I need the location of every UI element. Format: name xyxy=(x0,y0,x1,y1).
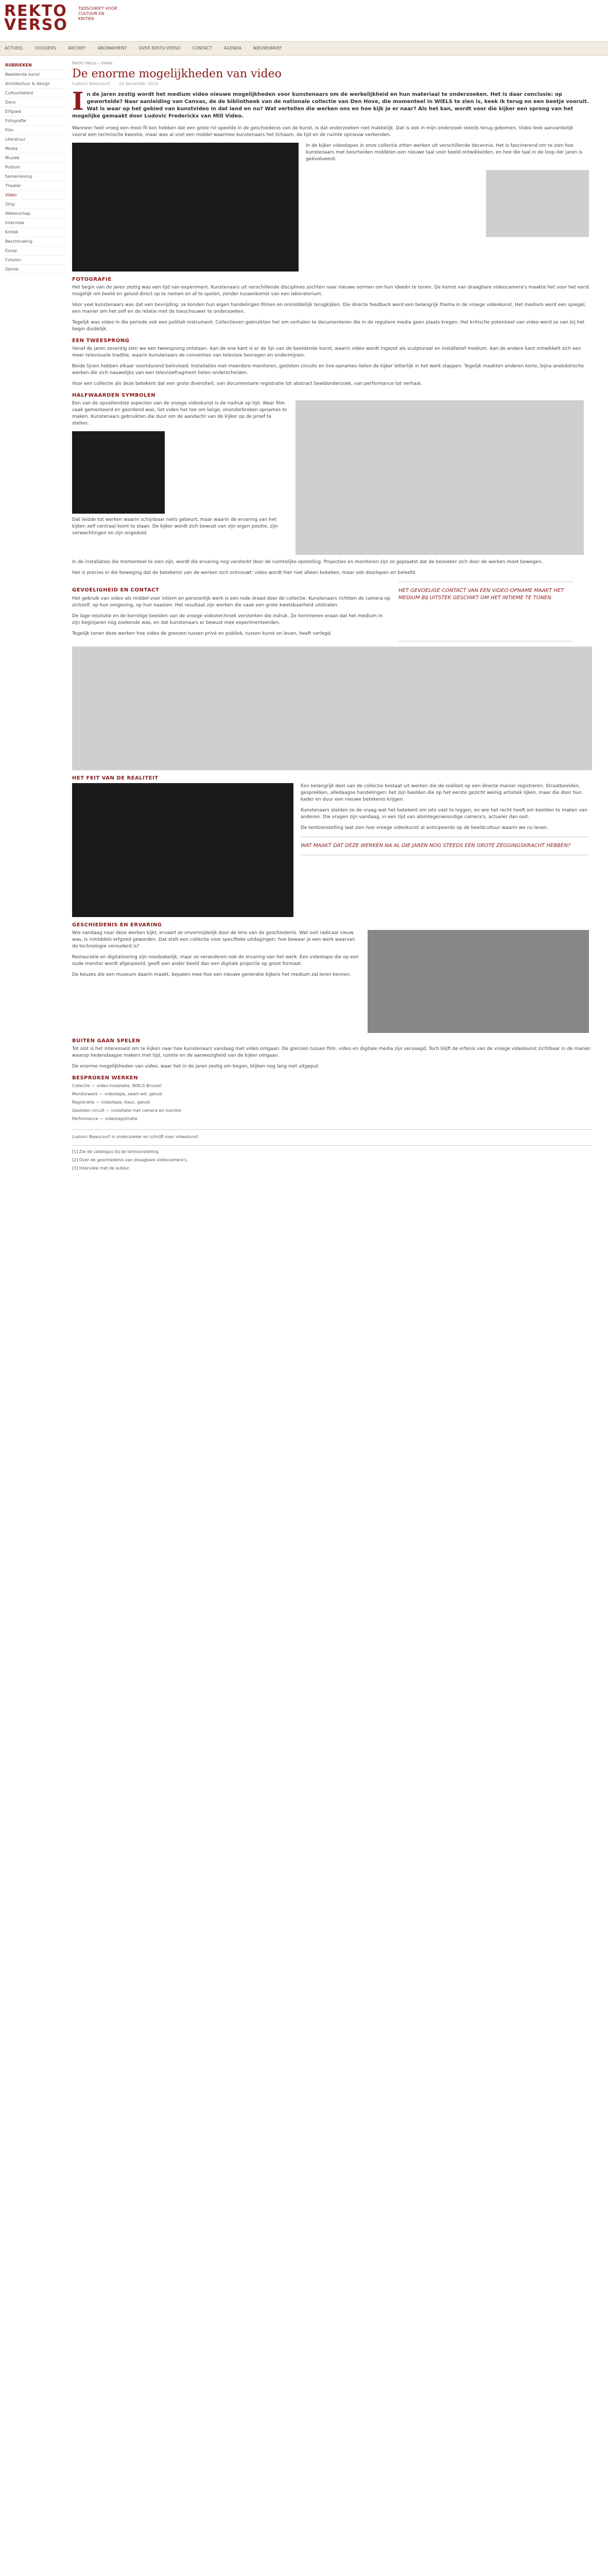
sidebar-item[interactable]: Cultuurbeleid xyxy=(4,89,66,98)
paragraph: Kunstenaars stelden zo de vraag wat het betekent om iets vast te leggen, en wie het recht heeft om beelden te maken van anderen. Die vragen zijn vandaag, in een tijd van alomtegenwoordige camera's, actueler dan ooit. xyxy=(301,808,587,820)
image-row-4 xyxy=(72,930,592,1033)
note-item: Performance — videoregistratie xyxy=(72,1116,137,1121)
projection-image xyxy=(72,431,165,514)
article xyxy=(72,61,592,1174)
sidebar-item[interactable]: Theater xyxy=(4,181,66,191)
paragraph: Voor veel kunstenaars was dat een bevrijding: ze konden hun eigen handelingen filmen en onmiddellijk terugkijken. Die directe feedback werd een belangrijk thema in de vroege videokunst. Het medium werd een spiegel, een manier om het zelf en de relatie met de toeschouwer te onderzoeken. xyxy=(72,302,586,314)
sidebar xyxy=(4,61,66,274)
notes-list xyxy=(72,1083,592,1122)
gallery-image xyxy=(296,400,584,555)
nav-item-contact[interactable]: CONTACT xyxy=(192,46,212,50)
sidebar-item[interactable]: Erfgoed xyxy=(4,107,66,116)
sidebar-item[interactable]: Dans xyxy=(4,98,66,107)
sidebar-item[interactable]: Podium xyxy=(4,163,66,172)
side-text xyxy=(306,143,589,272)
note-item: Gesloten circuit — installatie met camera en monitor xyxy=(72,1108,182,1113)
section-heading: HALFWAARDEN SYMBOLEN xyxy=(72,393,156,398)
sidebar-item[interactable]: Media xyxy=(4,144,66,154)
sidebar-item[interactable]: Interview xyxy=(4,218,66,228)
paragraph: Voor een collectie als deze betekent dat een grote diversiteit: van documentaire registratie tot abstract beeldonderzoek, van performance tot verhaal. xyxy=(72,381,422,386)
paragraph: Tegelijk tonen deze werken hoe video de grenzen tussen privé en publiek, tussen kunst en leven, heeft verlegd. xyxy=(72,631,332,636)
quote-row-1 xyxy=(72,582,592,641)
image-row-3 xyxy=(72,783,592,917)
paragraph: Een van de opvallendste aspecten van de vroege videokunst is de nadruk op tijd. Waar film vaak gemonteerd en geordend was, liet video het toe om lange, ononderbroken opnames te maken. Kunstenaars gebruikten die duur om de aandacht van de kijker op de proef te stellen. xyxy=(72,401,287,426)
sidebar-item[interactable]: Essay xyxy=(4,246,66,256)
video-still-image xyxy=(72,143,299,272)
breadcrumb[interactable]: Rekto:Verso › Video xyxy=(72,61,113,65)
footnotes xyxy=(72,1149,592,1172)
footnote: [2] Over de geschiedenis van draagbare videocamera's. xyxy=(72,1158,188,1162)
section-heading: FOTOGRAFIE xyxy=(72,277,112,282)
divider xyxy=(72,1129,592,1130)
author[interactable]: Ludovic Beaucourt xyxy=(72,81,111,86)
section-1 xyxy=(72,125,587,139)
paragraph: Vanaf de jaren zeventig zien we een tweesprong ontstaan. Aan de ene kant is er de lijn van de beeldende kunst, waarin video wordt ingezet als sculpturaal en installatief medium. Aan de andere kant ontwikkelt zich een meer televisuele traditie, waarin kunstenaars de conventies van televisie bevragen en ondermijnen. xyxy=(72,346,581,358)
footer-credit: Ludovic Beaucourt is onderzoeker en schrijft over videokunst. xyxy=(72,1134,200,1139)
installation-image xyxy=(486,170,589,237)
sidebar-item[interactable]: Kritiek xyxy=(4,228,66,237)
paragraph: Dat leidde tot werken waarin schijnbaar niets gebeurt, maar waarin de ervaring van het kijken zelf centraal komt te staan. De kijker wordt zich bewust van zijn eigen positie, zijn verwachtingen en zijn ongeduld. xyxy=(72,517,278,536)
section-heading: GEVOELIGHEID EN CONTACT xyxy=(72,587,160,593)
section-4b xyxy=(72,559,592,577)
nav-item-actueel[interactable]: ACTUEEL xyxy=(5,46,24,50)
archive-image xyxy=(368,930,589,1033)
image-row-1 xyxy=(72,143,592,272)
footnote: [3] Interview met de auteur. xyxy=(72,1166,130,1171)
paragraph: Restauratie en digitalisering zijn noodzakelijk, maar ze veranderen ook de ervaring van het werk. Een videotape die op een oude monitor wordt afgespeeld, geeft een ander beeld dan een digitale projectie op groot formaat. xyxy=(72,955,359,967)
paragraph: De tentoonstelling laat zien hoe vroege videokunst al anticipeerde op de beeldcultuur waarin we nu leven. xyxy=(301,825,549,831)
site-header xyxy=(0,0,608,41)
logo-line-1: REKTO xyxy=(4,2,67,20)
paragraph: Een belangrijk deel van de collectie bestaat uit werken die de realiteit op een directe manier registreren. Straatbeelden, gesprekken, alledaagse handelingen: het zijn beelden die op het eerste gezicht weinig artistiek lijken, maar die door hun kader en duur een nieuwe betekenis krijgen. xyxy=(301,784,582,802)
sidebar-item[interactable]: Opinie xyxy=(4,265,66,274)
nav-item-abonnement[interactable]: ABONNEMENT xyxy=(97,46,127,50)
paragraph: De enorme mogelijkheden van video, waar het in de jaren zestig om begon, blijken nog lang niet uitgeput. xyxy=(72,1064,320,1069)
notes-heading: BESPROKEN WERKEN xyxy=(72,1075,138,1081)
paragraph: Tegelijk was video in die periode ook een politiek instrument. Collectieven gebruikten het om verhalen te documenteren die in de reguliere media geen plaats kregen. Het kritische potentieel van video werd zo van bij het begin duidelijk. xyxy=(72,320,585,332)
sidebar-item[interactable]: Fotografie xyxy=(4,116,66,126)
section-heading: EEN TWEESPRONG xyxy=(72,338,130,344)
installation-wide-image xyxy=(72,647,592,770)
pull-quote: HET GEVOELIGE CONTACT VAN EEN VIDEO-OPNAME MAAKT HET MEDIUM BIJ UITSTEK GESCHIKT OM HET INTIEME TE TONEN xyxy=(398,582,574,641)
sidebar-item[interactable]: Film xyxy=(4,126,66,135)
article-intro xyxy=(72,87,592,120)
footnote: [1] Zie de catalogus bij de tentoonstelling. xyxy=(72,1149,160,1154)
site-logo[interactable] xyxy=(4,4,68,32)
section-2 xyxy=(72,284,592,333)
paragraph: Tot slot is het interessant om te kijken naar hoe kunstenaars vandaag met video omgaan. De grenzen tussen film, video en digitale media zijn vervaagd. Toch blijft de erfenis van de vroege videokunst zichtbaar in de manier waarop hedendaagse makers met tijd, ruimte en de aanwezigheid van de kijker omgaan. xyxy=(72,1046,591,1058)
byline xyxy=(72,81,592,86)
intro-text: n de jaren zestig wordt het medium video nieuwe mogelijkheden voor kunstenaars om de werkelijkheid en hun materiaal te onderzoeken. Het is daar conclusie: op gewortelde? Naar aanleiding van Canvas, de de bibliotheek van de nationale collectie van Den Hove, die momenteel in WIELS te zien is, keek ik terug en een beetje vooruit. Wat is waar op het gebied van kunstvideo in dat land en nu? Wat vertellen die werken ons en hoe kijk je er naar? Als het kan, wordt voor die kijker een sprong van het mogelijke gemaakt door Ludovic Frederickx van Mill Video. xyxy=(72,92,589,119)
paragraph: Het begin van de jaren zestig was een tijd van experiment. Kunstenaars uit verschillende disciplines zochten naar nieuwe vormen om hun ideeën te tonen. De komst van draagbare videocamera's maakte het voor het eerst mogelijk om beeld en geluid direct op te nemen en af te spelen, zonder tussenkomst van een laboratorium. xyxy=(72,285,589,297)
section-heading: GESCHIEDENIS EN ERVARING xyxy=(72,922,162,928)
section-heading: HET FEIT VAN DE REALITEIT xyxy=(72,775,159,781)
paragraph: Het is precies in die beweging dat de betekenis van de werken zich ontvouwt: video wordt hier niet alleen bekeken, maar ook doorlopen en beleefd. xyxy=(72,570,416,575)
main-nav xyxy=(0,41,608,56)
sidebar-title: RUBRIEKEN xyxy=(4,61,66,70)
sidebar-item[interactable]: Beeldende kunst xyxy=(4,70,66,79)
sidebar-item[interactable]: Beschouwing xyxy=(4,237,66,246)
section-8 xyxy=(72,1046,592,1070)
side-text xyxy=(301,783,589,917)
sidebar-item[interactable]: Column xyxy=(4,256,66,265)
sidebar-item-active[interactable]: Video xyxy=(4,191,66,200)
paragraph: Het gebruik van video als middel voor intiem en persoonlijk werk is een rode draad door de collectie. Kunstenaars richtten de camera op zichzelf, op hun omgeving, op hun naasten. Het resultaat zijn werken die vaak een grote kwetsbaarheid uitstralen. xyxy=(72,596,390,608)
nav-item-dossiers[interactable]: DOSSIERS xyxy=(35,46,56,50)
note-item: Registratie — videotape, kleur, geluid xyxy=(72,1100,150,1105)
pull-quote: WAT MAAKT DAT DEZE WERKEN NA AL DIE JAREN NOG STEEDS EEN GROTE ZEGGINGSKRACHT HEBBEN? xyxy=(301,837,589,855)
side-text xyxy=(72,400,288,555)
sidebar-item[interactable]: Architectuur & design xyxy=(4,79,66,89)
paragraph: De lage resolutie en de korrelige beelden van de vroege videotechniek versterken die indruk. Ze herinneren eraan dat het medium in zijn beginjaren nog zoekende was, en dat kunstenaars er bewust mee experimenteerden. xyxy=(72,614,383,625)
section-3 xyxy=(72,346,592,387)
nav-item-archief[interactable]: ARCHIEF xyxy=(68,46,86,50)
paragraph: Beide lijnen hebben elkaar voortdurend beïnvloed. Installaties met meerdere monitoren, gesloten circuits en live-opnames lieten de kijker letterlijk in het werk stappen. Tegelijk maakten anderen korte, bijna anekdotische werken die zich nauwelijks van een televisiefragment lieten onderscheiden. xyxy=(72,364,584,376)
sidebar-item[interactable]: Samenleving xyxy=(4,172,66,181)
side-text xyxy=(72,930,360,1033)
nav-item-agenda[interactable]: AGENDA xyxy=(223,46,241,50)
paragraph: Wie vandaag naar deze werken kijkt, ervaart ze onvermijdelijk door de lens van de geschiedenis. Wat ooit radicaal nieuw was, is inmiddels erfgoed geworden. Dat stelt een collectie voor specifieke uitdagingen: hoe bewaar je een werk waarvan de technologie verouderd is? xyxy=(72,930,355,949)
paragraph: Wanneer heel vroeg een mooi fil kon hebben dat een grote rol speelde in de geschiedenis van de kunst, is dat onderzoeken niet makkelijk. Dat is ook in mijn onderzoek steeds terug gekomen. Video leek aanvankelijk vooral een technische kwestie, maar was al snel een middel waarmee kunstenaars het lichaam, de tijd en de ruimte opnieuw verkenden. xyxy=(72,126,574,138)
note-item: Monitorwerk — videotape, zwart-wit, geluid xyxy=(72,1092,162,1096)
dropcap: I xyxy=(72,87,84,116)
site-tagline: TIJDSCHRIFT VOOR CULTUUR EN KRITIEK xyxy=(78,6,117,21)
article-title: De enorme mogelijkheden van video xyxy=(72,67,282,80)
nav-item-over[interactable]: OVER REKTO:VERSO xyxy=(138,46,181,50)
logo-line-2: VERSO xyxy=(4,16,68,34)
paragraph: In de kijker videotapes in onze collectie zitten werken uit verschillende decennia. Het is fascinerend om te zien hoe kunstenaars met bescheiden middelen een nieuwe taal voor beeld ontwikkelden, en hoe die taal in de loop der jaren is geëvolueerd. xyxy=(306,143,583,162)
sidebar-item[interactable]: Strip xyxy=(4,200,66,209)
sidebar-item[interactable]: Wetenschap xyxy=(4,209,66,218)
date: 22 december 2014 xyxy=(118,81,159,86)
sidebar-item[interactable]: Muziek xyxy=(4,154,66,163)
paragraph: In de installaties die momenteel te zien zijn, wordt die ervaring nog versterkt door de ruimtelijke opstelling. Projecties en monitoren zijn zo geplaatst dat de bezoeker zich door de werken moet bewegen. xyxy=(72,560,543,565)
nav-item-nieuwsbrief[interactable]: NIEUWSBRIEF xyxy=(253,46,282,50)
sidebar-item[interactable]: Literatuur xyxy=(4,135,66,144)
section-heading: BUITEN GAAN SPELEN xyxy=(72,1038,141,1044)
image-row-2 xyxy=(72,400,592,555)
paragraph: De keuzes die een museum daarin maakt, bepalen mee hoe een nieuwe generatie kijkers het medium zal leren kennen. xyxy=(72,972,352,977)
screen-image xyxy=(72,783,293,917)
divider xyxy=(72,1145,592,1146)
quote-side-text xyxy=(72,582,391,641)
note-item: Collectie — video-installatie, WIELS Brussel xyxy=(72,1083,162,1088)
